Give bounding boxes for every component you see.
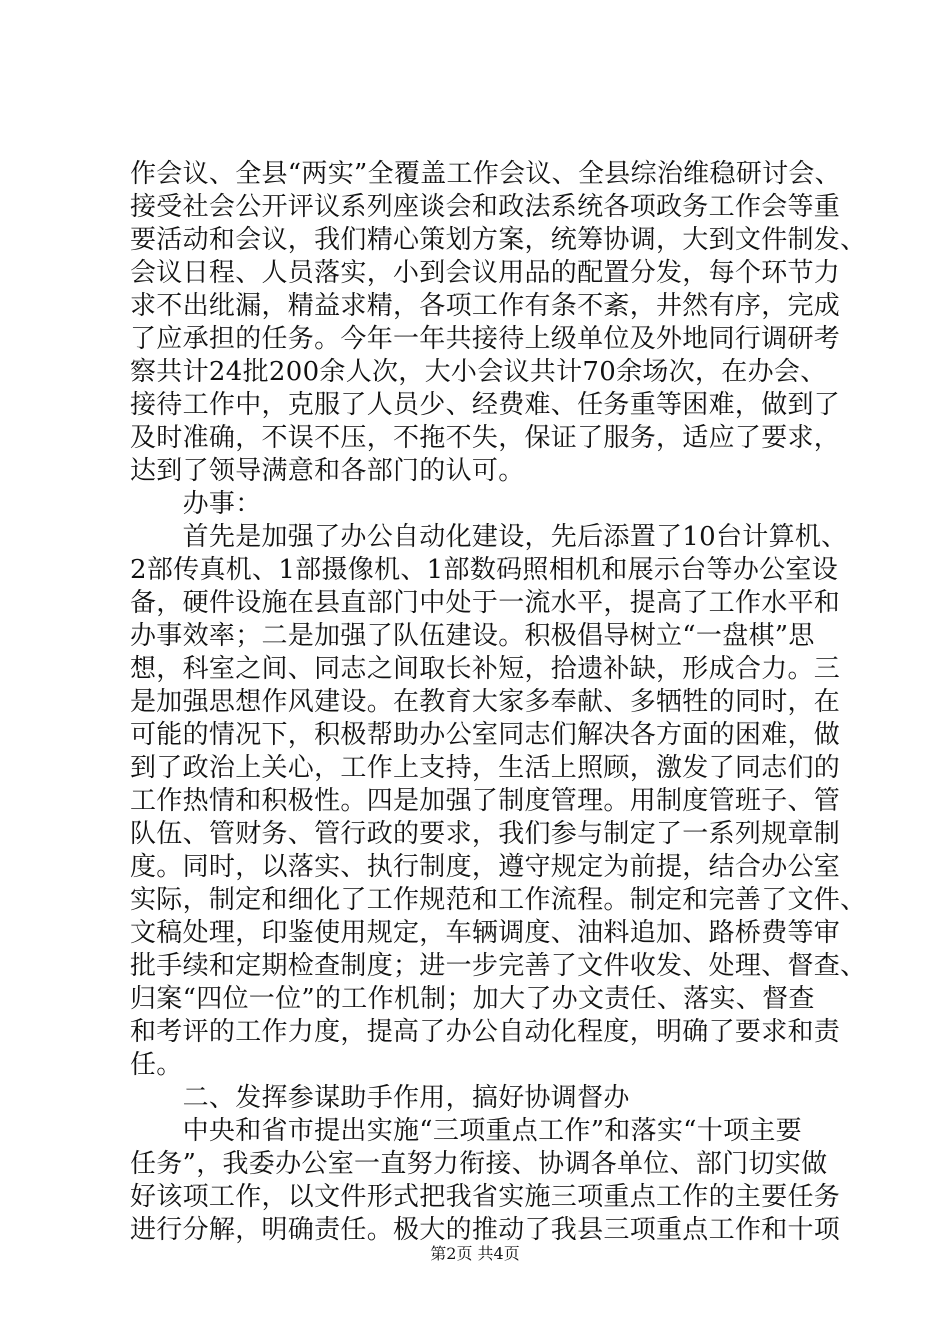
text-line: 好该项工作，以文件形式把我省实施三项重点工作的主要任务 bbox=[130, 1182, 841, 1212]
document-body bbox=[130, 158, 867, 1247]
text-line: 及时准确，不误不压，不拖不失，保证了服务，适应了要求， bbox=[130, 423, 841, 453]
text-line: 批手续和定期检查制度；进一步完善了文件收发、处理、督查、 bbox=[130, 951, 867, 981]
text-line: 作会议、全县“两实”全覆盖工作会议、全县综治维稳研讨会、 bbox=[130, 159, 841, 189]
text-line: 工作热情和积极性。四是加强了制度管理。用制度管班子、管 bbox=[130, 786, 841, 816]
text-line: 会议日程、人员落实，小到会议用品的配置分发，每个环节力 bbox=[130, 258, 841, 288]
text-line: 文稿处理，印鉴使用规定，车辆调度、油料追加、路桥费等审 bbox=[130, 918, 841, 948]
text-line: 度。同时，以落实、执行制度，遵守规定为前提，结合办公室 bbox=[130, 852, 841, 882]
text-line: 想，科室之间、同志之间取长补短，拾遗补缺，形成合力。三 bbox=[130, 654, 841, 684]
text-line: 任。 bbox=[130, 1050, 183, 1080]
text-line: 接受社会公开评议系列座谈会和政法系统各项政务工作会等重 bbox=[130, 192, 841, 222]
text-line: 可能的情况下，积极帮助办公室同志们解决各方面的困难，做 bbox=[130, 720, 841, 750]
text-line: 实际，制定和细化了工作规范和工作流程。制定和完善了文件、 bbox=[130, 885, 867, 915]
text-line: 接待工作中，克服了人员少、经费难、任务重等困难，做到了 bbox=[130, 390, 841, 420]
text-line: 和考评的工作力度，提高了办公自动化程度，明确了要求和责 bbox=[130, 1017, 841, 1047]
text-line: 到了政治上关心，工作上支持，生活上照顾，激发了同志们的 bbox=[130, 753, 841, 783]
text-line: 2部传真机、1部摄像机、1部数码照相机和展示台等办公室设 bbox=[130, 555, 839, 585]
text-line: 进行分解，明确责任。极大的推动了我县三项重点工作和十项 bbox=[130, 1215, 841, 1245]
text-line: 了应承担的任务。今年一年共接待上级单位及外地同行调研考 bbox=[130, 324, 841, 354]
text-line: 办事效率；二是加强了队伍建设。积极倡导树立“一盘棋”思 bbox=[130, 621, 815, 651]
text-line: 中央和省市提出实施“三项重点工作”和落实“十项主要 bbox=[130, 1116, 802, 1146]
text-line: 归案“四位一位”的工作机制；加大了办文责任、落实、督查 bbox=[130, 984, 815, 1014]
text-line: 求不出纰漏，精益求精，各项工作有条不紊，井然有序，完成 bbox=[130, 291, 841, 321]
text-line: 是加强思想作风建设。在教育大家多奉献、多牺牲的同时，在 bbox=[130, 687, 841, 717]
text-line: 任务”，我委办公室一直努力衔接、协调各单位、部门切实做 bbox=[130, 1149, 828, 1179]
text-line: 首先是加强了办公自动化建设，先后添置了10台计算机、 bbox=[130, 522, 848, 552]
text-line: 队伍、管财务、管行政的要求，我们参与制定了一系列规章制 bbox=[130, 819, 841, 849]
text-line: 备，硬件设施在县直部门中处于一流水平，提高了工作水平和 bbox=[130, 588, 841, 618]
page-number-footer: 第2页 共4页 bbox=[430, 1244, 520, 1263]
section-heading: 二、发挥参谋助手作用，搞好协调督办 bbox=[130, 1083, 630, 1113]
text-line: 察共计24批200余人次，大小会议共计70余场次，在办会、 bbox=[130, 357, 827, 387]
section-label-banshi: 办事： bbox=[130, 489, 262, 519]
text-line: 要活动和会议，我们精心策划方案，统筹协调，大到文件制发、 bbox=[130, 225, 867, 255]
text-line: 达到了领导满意和各部门的认可。 bbox=[130, 456, 525, 486]
